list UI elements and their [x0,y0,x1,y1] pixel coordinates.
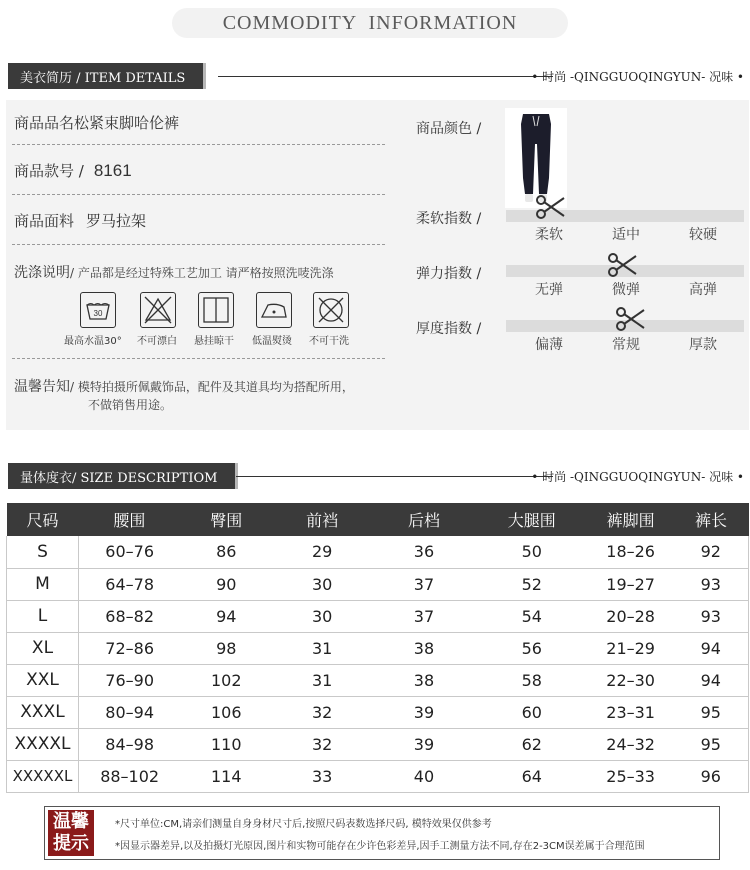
measurement-cell: 50 [476,536,588,568]
elasticity-option: 无弹 [535,282,563,298]
measurement-cell: 39 [372,728,476,760]
measurement-cell: 24–32 [588,728,674,760]
size-cell: XXXXL [7,728,79,760]
measurement-cell: 94 [180,600,272,632]
elasticity-option: 微弹 [612,282,640,298]
page-title: COMMODITY INFORMATION [172,8,568,38]
softness-option: 较硬 [689,227,717,243]
item-details-tag: 美衣简历 / ITEM DETAILS [8,63,206,89]
measurement-cell: 54 [476,600,588,632]
warm-tips-tag: 温馨提示 [48,810,94,856]
fabric-value: 罗马拉架 [86,212,147,230]
col-header: 腰围 [78,503,180,536]
elasticity-option: 高弹 [689,282,717,298]
measurement-cell: 20–28 [588,600,674,632]
measurement-cell: 32 [272,696,372,728]
no-bleach-icon [140,292,176,328]
style-number-value: 8161 [93,161,132,180]
measurement-cell: 110 [180,728,272,760]
measurement-cell: 93 [674,600,749,632]
measurement-cell: 30 [272,600,372,632]
warm-tips-box [44,806,720,860]
product-name-label: 商品品名 [14,114,75,132]
care-label: 最高水温30° [64,336,122,347]
measurement-cell: 64 [476,760,588,792]
divider [12,194,385,195]
care-label: 低温熨烫 [252,336,292,347]
brand-slogan: • 时尚 -QINGGUOQINGYUN- 况味 • [531,70,744,84]
divider [12,358,385,359]
care-label: 不可干洗 [309,336,349,347]
measurement-cell: 19–27 [588,568,674,600]
notice [14,376,354,396]
scissors-icon [614,304,646,336]
measurement-cell: 32 [272,728,372,760]
measurement-cell: 21–29 [588,632,674,664]
divider [12,244,385,245]
measurement-cell: 22–30 [588,664,674,696]
style-number-field [14,160,132,181]
measurement-cell: 23–31 [588,696,674,728]
product-name-value: 松紧束脚哈伦裤 [74,114,180,132]
measurement-cell: 31 [272,632,372,664]
measurement-cell: 37 [372,568,476,600]
fabric-label: 商品面料 [14,212,75,230]
measurement-cell: 95 [674,696,749,728]
brand-slogan: • 时尚 -QINGGUOQINGYUN- 况味 • [531,470,744,484]
measurement-cell: 94 [674,632,749,664]
notice-text: / 模特拍摄所佩戴饰品，配件及其道具均为搭配所用， [70,380,354,394]
measurement-cell: 52 [476,568,588,600]
measurement-cell: 76–90 [78,664,180,696]
measurement-cell: 25–33 [588,760,674,792]
size-table-header [7,503,749,536]
size-cell: XL [7,632,79,664]
tip-line: *因显示器差异,以及拍摄灯光原因,图片和实物可能存在少许色彩差异,因手工测量方法不同,存在2-3CM误差属于合理范围 [115,841,645,852]
wash-30-icon [80,292,116,328]
col-header: 后档 [372,503,476,536]
measurement-cell: 64–78 [78,568,180,600]
col-header: 裤脚围 [588,503,674,536]
measurement-cell: 38 [372,632,476,664]
measurement-cell: 90 [180,568,272,600]
fabric-field [14,210,146,231]
measurement-cell: 102 [180,664,272,696]
tip-line: *尺寸单位:CM,请亲们测量自身身材尺寸后,按照尺码表数选择尺码, 模特效果仅供参考 [115,819,492,830]
table-row [7,632,749,664]
measurement-cell: 31 [272,664,372,696]
size-cell: L [7,600,79,632]
table-row [7,760,749,792]
size-section-bar [8,463,744,489]
product-name-field [14,112,179,133]
softness-option: 柔软 [535,227,563,243]
divider [12,144,385,145]
measurement-cell: 39 [372,696,476,728]
measurement-cell: 60–76 [78,536,180,568]
size-section-tag: 量体度衣/ SIZE DESCRIPTIOM [8,463,238,489]
measurement-cell: 92 [674,536,749,568]
wash-temp-mark: 30 [93,309,103,318]
table-row [7,568,749,600]
size-cell: S [7,536,79,568]
measurement-cell: 30 [272,568,372,600]
wash-text: / 产品都是经过特殊工艺加工 请严格按照洗唛洗涤 [70,266,334,280]
col-header: 前裆 [272,503,372,536]
measurement-cell: 60 [476,696,588,728]
measurement-cell: 40 [372,760,476,792]
col-header: 裤长 [674,503,749,536]
measurement-cell: 58 [476,664,588,696]
measurement-cell: 33 [272,760,372,792]
wash-label: 洗涤说明 [14,265,70,281]
thickness-option: 厚款 [689,337,717,353]
item-details-bar [8,63,744,89]
size-cell: XXXL [7,696,79,728]
elasticity-label: 弹力指数 / [416,266,482,282]
measurement-cell: 68–82 [78,600,180,632]
col-header: 臀围 [180,503,272,536]
scissors-icon [606,250,638,282]
col-header: 尺码 [7,503,79,536]
table-row [7,664,749,696]
notice-text-2: 不做销售用途。 [88,398,173,412]
measurement-cell: 62 [476,728,588,760]
measurement-cell: 88–102 [78,760,180,792]
measurement-cell: 96 [674,760,749,792]
measurement-cell: 94 [674,664,749,696]
size-cell: XXL [7,664,79,696]
measurement-cell: 37 [372,600,476,632]
style-number-label: 商品款号 / [14,162,84,180]
thickness-label: 厚度指数 / [416,321,482,337]
hang-dry-icon [198,292,234,328]
item-details-panel [6,100,749,430]
table-row [7,728,749,760]
no-dryclean-icon [313,292,349,328]
measurement-cell: 114 [180,760,272,792]
color-label: 商品颜色 / [416,121,482,137]
size-table-body [7,536,749,792]
thickness-option: 偏薄 [535,337,563,353]
softness-label: 柔软指数 / [416,211,482,227]
measurement-cell: 36 [372,536,476,568]
table-row [7,600,749,632]
measurement-cell: 106 [180,696,272,728]
notice-label: 温馨告知 [14,379,70,395]
measurement-cell: 84–98 [78,728,180,760]
size-cell: M [7,568,79,600]
scissors-icon [534,192,566,224]
measurement-cell: 38 [372,664,476,696]
size-table [6,503,749,793]
measurement-cell: 80–94 [78,696,180,728]
measurement-cell: 18–26 [588,536,674,568]
section-divider [218,76,553,77]
care-label: 悬挂晾干 [194,336,234,347]
thickness-option: 常规 [612,337,640,353]
measurement-cell: 98 [180,632,272,664]
table-row [7,696,749,728]
table-row [7,536,749,568]
low-iron-icon [256,292,292,328]
size-cell: XXXXXL [7,760,79,792]
measurement-cell: 72–86 [78,632,180,664]
measurement-cell: 93 [674,568,749,600]
measurement-cell: 86 [180,536,272,568]
measurement-cell: 95 [674,728,749,760]
softness-option: 适中 [612,227,640,243]
col-header: 大腿围 [476,503,588,536]
measurement-cell: 56 [476,632,588,664]
wash-instructions [14,262,334,282]
section-divider [236,476,553,477]
care-label: 不可漂白 [137,336,177,347]
measurement-cell: 29 [272,536,372,568]
